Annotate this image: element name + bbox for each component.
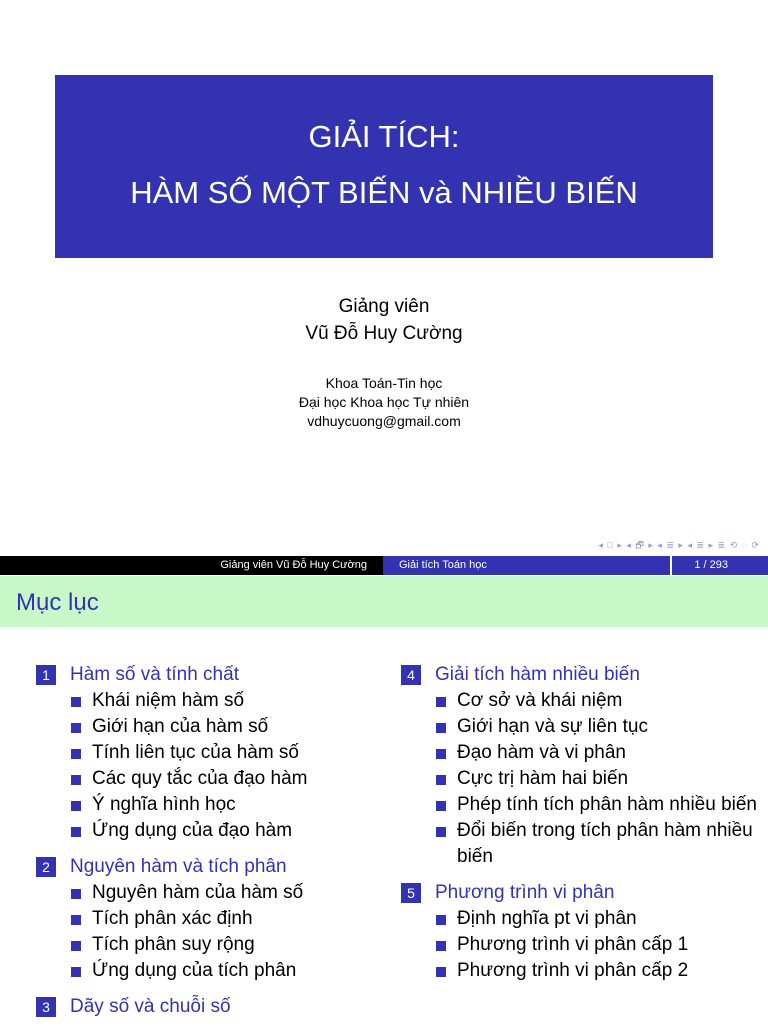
- square-bullet-icon: [436, 723, 446, 733]
- title-box: [55, 75, 713, 258]
- subsection-item[interactable]: [36, 906, 376, 932]
- subsection-item[interactable]: [401, 714, 761, 740]
- subsection-label: Cơ sở và khái niệm: [457, 690, 623, 711]
- subsection-item[interactable]: [401, 766, 761, 792]
- subsection-item[interactable]: [401, 818, 761, 870]
- square-bullet-icon: [436, 775, 446, 785]
- subsection-item[interactable]: [401, 688, 761, 714]
- frame-title: Mục lục: [16, 589, 99, 616]
- square-bullet-icon: [71, 827, 81, 837]
- subsection-label: Ý nghĩa hình học: [92, 794, 236, 815]
- square-bullet-icon: [71, 749, 81, 759]
- square-bullet-icon: [71, 941, 81, 951]
- subsection-item[interactable]: [401, 932, 761, 958]
- subsection-label: Tích phân xác định: [92, 908, 253, 929]
- lecturer-name: Vũ Đỗ Huy Cường: [305, 323, 463, 344]
- subsection-label: Tính liên tục của hàm số: [92, 742, 299, 763]
- affiliation-university: Đại học Khoa học Tự nhiên: [298, 394, 470, 410]
- footer-title: Giải tích Toán học: [383, 556, 670, 575]
- lecturer-block: [0, 293, 768, 347]
- section-number-badge: 3: [36, 997, 56, 1017]
- title-line-1: GIẢI TÍCH:: [308, 119, 460, 154]
- title-line-2: HÀM SỐ MỘT BIẾN và NHIỀU BIẾN: [130, 175, 638, 210]
- section-title: Nguyên hàm và tích phân: [70, 856, 287, 877]
- section-number-badge: 2: [36, 857, 56, 877]
- square-bullet-icon: [71, 967, 81, 977]
- toc-section: [36, 994, 376, 1020]
- subsection-item[interactable]: [36, 880, 376, 906]
- section-number-badge: 1: [36, 665, 56, 685]
- section-number-badge: 5: [401, 883, 421, 903]
- square-bullet-icon: [436, 827, 446, 837]
- square-bullet-icon: [71, 801, 81, 811]
- square-bullet-icon: [71, 775, 81, 785]
- affiliation-email: vdhuycuong@gmail.com: [307, 413, 461, 429]
- square-bullet-icon: [436, 697, 446, 707]
- toc-right-column: [401, 662, 761, 994]
- subsection-list: [36, 688, 376, 844]
- subsection-label: Giới hạn và sự liên tục: [457, 716, 648, 737]
- subsection-item[interactable]: [36, 714, 376, 740]
- subsection-label: Khái niệm hàm số: [92, 690, 245, 711]
- square-bullet-icon: [436, 915, 446, 925]
- subsection-label: Phép tính tích phân hàm nhiều biến: [457, 794, 758, 815]
- toc-section-link[interactable]: [36, 662, 376, 688]
- subsection-item[interactable]: [36, 688, 376, 714]
- toc-section-link[interactable]: [36, 994, 376, 1020]
- section-title: Dãy số và chuỗi số: [70, 996, 231, 1017]
- subsection-label: Giới hạn của hàm số: [92, 716, 269, 737]
- subsection-item[interactable]: [36, 932, 376, 958]
- section-title: Giải tích hàm nhiều biến: [435, 664, 640, 685]
- square-bullet-icon: [436, 749, 446, 759]
- subsection-label: Các quy tắc của đạo hàm: [92, 768, 308, 789]
- subsection-item[interactable]: [36, 792, 376, 818]
- subsection-label: Ứng dụng của tích phân: [92, 960, 297, 981]
- subsection-list: [401, 906, 761, 984]
- beamer-navigation-symbols[interactable]: ◂ □ ▸ ◂ 🗗 ▸ ◂ ≣ ▸ ◂ ≣ ▸ ≣ ⟲ ◌ ⟳: [598, 540, 760, 550]
- toc-section: [401, 880, 761, 984]
- subsection-item[interactable]: [36, 740, 376, 766]
- square-bullet-icon: [71, 697, 81, 707]
- square-bullet-icon: [436, 967, 446, 977]
- toc-section: [36, 854, 376, 984]
- section-title: Phương trình vi phân: [435, 882, 615, 903]
- subsection-list: [401, 688, 761, 870]
- toc-section-link[interactable]: [36, 854, 376, 880]
- square-bullet-icon: [436, 941, 446, 951]
- square-bullet-icon: [71, 723, 81, 733]
- affiliation-block: [0, 374, 768, 431]
- toc-section-link[interactable]: [401, 662, 761, 688]
- subsection-item[interactable]: [36, 958, 376, 984]
- toc-left-column: [36, 662, 376, 1030]
- lecturer-label: Giảng viên: [338, 296, 430, 317]
- toc-slide: [0, 576, 768, 1024]
- section-number-badge: 4: [401, 665, 421, 685]
- footer-author: Giảng viên Vũ Đỗ Huy Cường: [0, 556, 383, 575]
- section-title: Hàm số và tính chất: [70, 664, 239, 685]
- subsection-item[interactable]: [401, 792, 761, 818]
- subsection-item[interactable]: [401, 906, 761, 932]
- square-bullet-icon: [71, 915, 81, 925]
- footer-bar: [0, 556, 768, 575]
- subsection-label: Tích phân suy rộng: [92, 934, 255, 955]
- toc-section: [401, 662, 761, 870]
- subsection-label: Định nghĩa pt vi phân: [457, 908, 637, 929]
- subsection-item[interactable]: [401, 740, 761, 766]
- subsection-item[interactable]: [36, 818, 376, 844]
- subsection-label: Nguyên hàm của hàm số: [92, 882, 304, 903]
- subsection-label: Đổi biến trong tích phân hàm nhiều biến: [457, 820, 753, 867]
- footer-page-number: 1 / 293: [670, 556, 768, 575]
- subsection-label: Cực trị hàm hai biến: [457, 768, 629, 789]
- toc-section: [36, 662, 376, 844]
- subsection-list: [36, 880, 376, 984]
- affiliation-department: Khoa Toán-Tin học: [325, 375, 443, 391]
- subsection-label: Phương trình vi phân cấp 2: [457, 960, 689, 981]
- subsection-item[interactable]: [36, 766, 376, 792]
- frame-title-bar: [0, 576, 768, 627]
- subsection-label: Phương trình vi phân cấp 1: [457, 934, 689, 955]
- subsection-label: Đạo hàm và vi phân: [457, 742, 626, 763]
- subsection-item[interactable]: [401, 958, 761, 984]
- square-bullet-icon: [71, 889, 81, 899]
- square-bullet-icon: [436, 801, 446, 811]
- toc-section-link[interactable]: [401, 880, 761, 906]
- subsection-label: Ứng dụng của đạo hàm: [92, 820, 293, 841]
